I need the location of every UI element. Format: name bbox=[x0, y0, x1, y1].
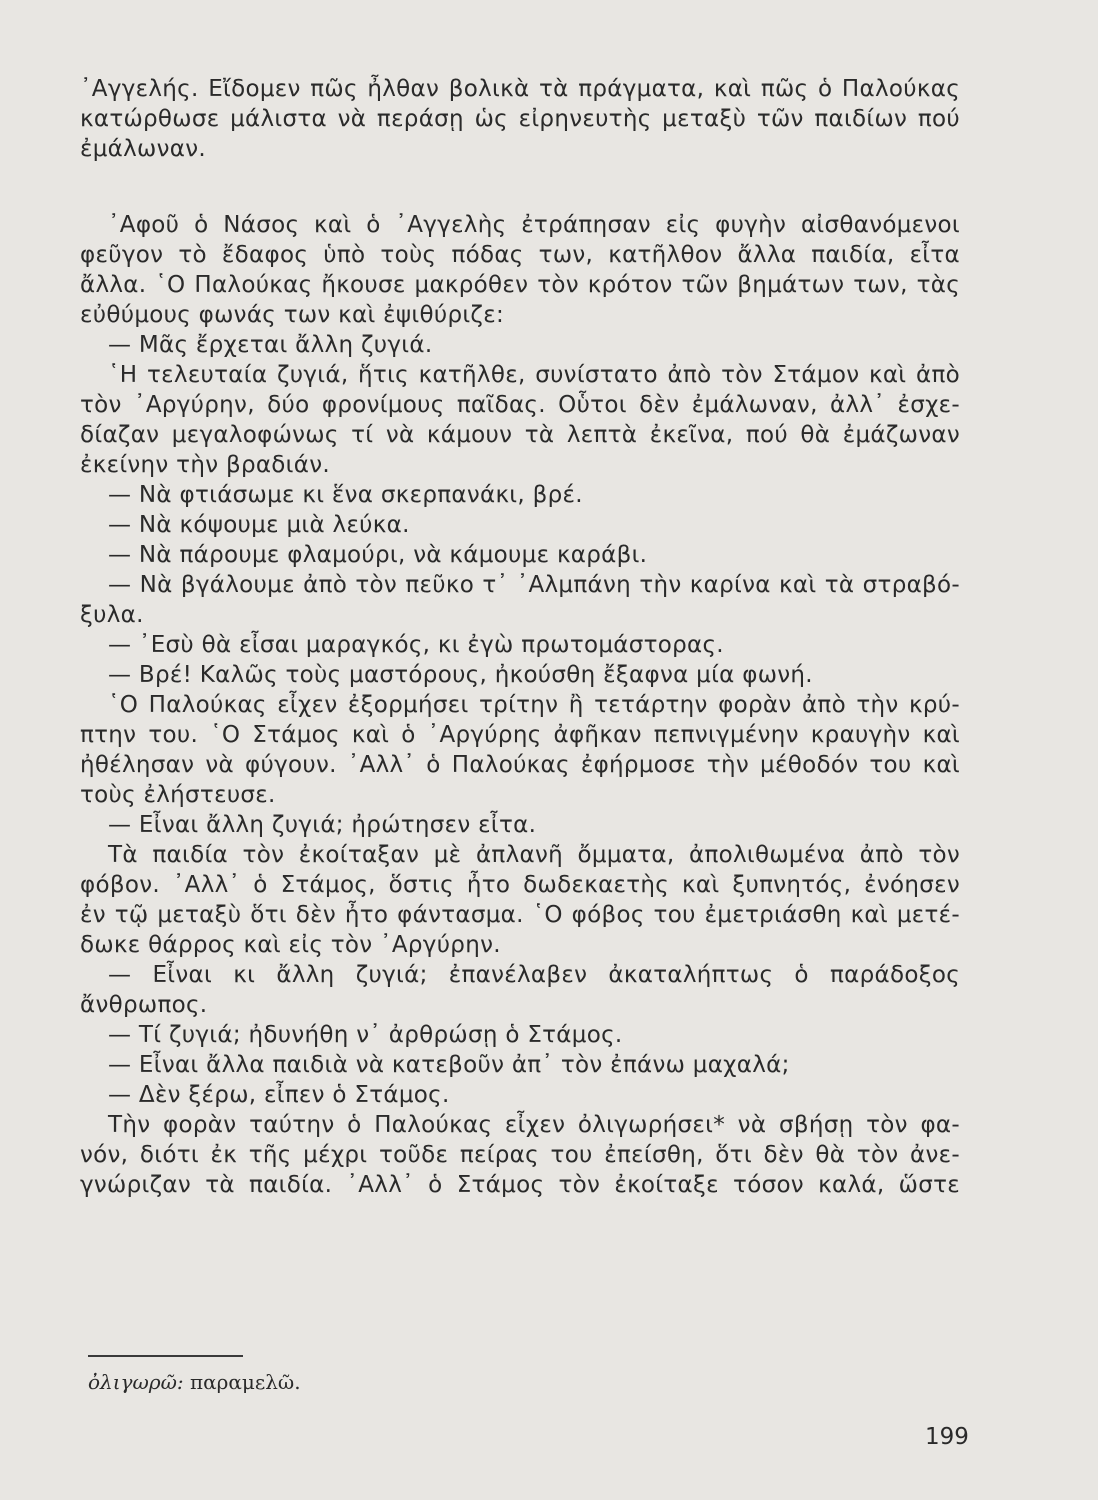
text-line: — Νὰ φτιάσωμε κι ἕνα σκερπανάκι, βρέ. bbox=[108, 482, 583, 508]
text-line: δωκε θάρρος καὶ εἰς τὸν ᾿Αργύρην. bbox=[80, 932, 501, 958]
text-line: ἐμάλωναν. bbox=[80, 136, 206, 162]
text-line: ῾Ο Παλούκας εἶχεν ἐξορμήσει τρίτην ἢ τετάρτην φορὰν ἀπὸ τὴν κρύ- bbox=[108, 692, 960, 718]
text-line: ἐν τῷ μεταξὺ ὅτι δὲν ἦτο φάντασμα. ῾Ο φόβος του ἐμετριάσθη καὶ μετέ- bbox=[80, 902, 960, 928]
text-line: φόβον. ᾿Αλλ᾿ ὁ Στάμος, ὅστις ἦτο δωδεκαετὴς καὶ ξυπνητός, ἐνόησεν bbox=[80, 872, 960, 898]
footnote bbox=[88, 1370, 301, 1394]
text-line: — Νὰ κόψουμε μιὰ λεύκα. bbox=[108, 512, 410, 538]
footnote-term: ὀλιγωρῶ: bbox=[88, 1370, 184, 1394]
text-line: εὐθύμους φωνάς των καὶ ἐψιθύριζε: bbox=[80, 302, 505, 328]
footnote-definition: παραμελῶ. bbox=[189, 1370, 301, 1394]
text-line: — Εἶναι ἄλλα παιδιὰ νὰ κατεβοῦν ἀπ᾿ τὸν ἐπάνω μαχαλά; bbox=[108, 1052, 790, 1078]
text-line: — ᾿Εσὺ θὰ εἶσαι μαραγκός, κι ἐγὼ πρωτομάστορας. bbox=[108, 632, 724, 658]
text-line: ῾Η τελευταία ζυγιά, ἥτις κατῆλθε, συνίστατο ἀπὸ τὸν Στάμον καὶ ἀπὸ bbox=[108, 362, 960, 388]
text-line: — Δὲν ξέρω, εἶπεν ὁ Στάμος. bbox=[108, 1082, 450, 1108]
text-line: — Νὰ βγάλουμε ἀπὸ τὸν πεῦκο τ᾿ ᾿Αλμπάνη τὴν καρίνα καὶ τὰ στραβό- bbox=[108, 572, 960, 598]
footnote-divider bbox=[88, 1355, 243, 1357]
text-line: ᾿Αγγελής. Εἴδομεν πῶς ἦλθαν βολικὰ τὰ πράγματα, καὶ πῶς ὁ Παλούκας bbox=[80, 76, 960, 102]
text-line: — Μᾶς ἔρχεται ἄλλη ζυγιά. bbox=[108, 332, 433, 358]
text-line: πτην του. ῾Ο Στάμος καὶ ὁ ᾿Αργύρης ἀφῆκαν πεπνιγμένην κραυγὴν καὶ bbox=[80, 722, 960, 748]
text-line: ἄνθρωπος. bbox=[80, 992, 208, 1018]
text-line: νόν, διότι ἐκ τῆς μέχρι τοῦδε πείρας του ἐπείσθη, ὅτι δὲν θὰ τὸν ἀνε- bbox=[80, 1142, 960, 1168]
text-line: Τὰ παιδία τὸν ἐκοίταξαν μὲ ἀπλανῆ ὄμματα, ἀπολιθωμένα ἀπὸ τὸν bbox=[108, 842, 960, 868]
text-line: — Εἶναι κι ἄλλη ζυγιά; ἐπανέλαβεν ἀκαταλήπτως ὁ παράδοξος bbox=[108, 962, 960, 988]
text-line: — Εἶναι ἄλλη ζυγιά; ἠρώτησεν εἶτα. bbox=[108, 812, 537, 838]
body-text bbox=[80, 74, 960, 1200]
text-line: ξυλα. bbox=[80, 602, 144, 628]
text-line: — Βρέ! Καλῶς τοὺς μαστόρους, ἠκούσθη ἔξαφνα μία φωνή. bbox=[108, 662, 813, 688]
text-line: ἐκείνην τὴν βραδιάν. bbox=[80, 452, 330, 478]
text-line: ἠθέλησαν νὰ φύγουν. ᾿Αλλ᾿ ὁ Παλούκας ἐφήρμοσε τὴν μέθοδόν του καὶ bbox=[80, 752, 960, 778]
text-line: — Τί ζυγιά; ἠδυνήθη ν᾿ ἀρθρώσῃ ὁ Στάμος. bbox=[108, 1022, 623, 1048]
text-line: τοὺς ἐλήστευσε. bbox=[80, 782, 276, 808]
text-line: δίαζαν μεγαλοφώνως τί νὰ κάμουν τὰ λεπτὰ ἐκεῖνα, πού θὰ ἐμάζωναν bbox=[80, 422, 960, 448]
text-line: — Νὰ πάρουμε φλαμούρι, νὰ κάμουμε καράβι. bbox=[108, 542, 648, 568]
text-line: φεῦγον τὸ ἔδαφος ὑπὸ τοὺς πόδας των, κατῆλθον ἄλλα παιδία, εἶτα bbox=[80, 242, 960, 268]
text-line: κατώρθωσε μάλιστα νὰ περάσῃ ὡς εἰρηνευτὴς μεταξὺ τῶν παιδίων πού bbox=[80, 106, 960, 132]
text-line: ἄλλα. ῾Ο Παλούκας ἤκουσε μακρόθεν τὸν κρότον τῶν βημάτων των, τὰς bbox=[80, 272, 960, 298]
page-number: 199 bbox=[925, 1424, 969, 1450]
text-line: ᾿Αφοῦ ὁ Νάσος καὶ ὁ ᾿Αγγελὴς ἐτράπησαν εἰς φυγὴν αἰσθανόμενοι bbox=[108, 212, 960, 238]
text-line: Τὴν φορὰν ταύτην ὁ Παλούκας εἶχεν ὀλιγωρήσει* νὰ σβήσῃ τὸν φα- bbox=[108, 1112, 960, 1138]
paragraph-gap bbox=[80, 164, 960, 210]
text-line: τὸν ᾿Αργύρην, δύο φρονίμους παῖδας. Οὗτοι δὲν ἐμάλωναν, ἀλλ᾿ ἐσχε- bbox=[80, 392, 960, 418]
text-line: γνώριζαν τὰ παιδία. ᾿Αλλ᾿ ὁ Στάμος τὸν ἐκοίταξε τόσον καλά, ὥστε bbox=[80, 1172, 960, 1198]
